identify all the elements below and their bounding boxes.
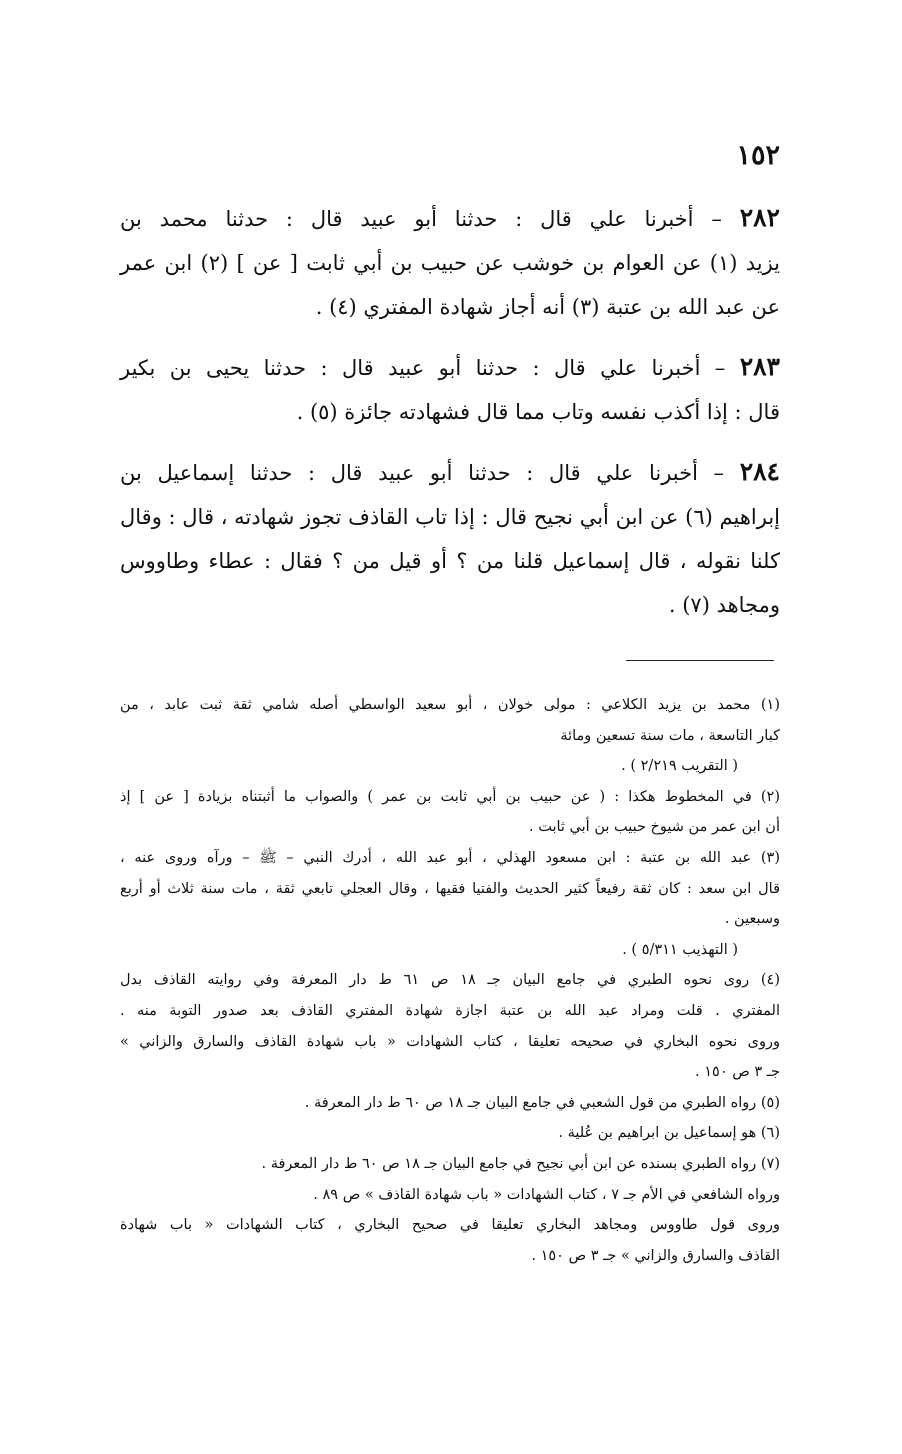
footnotes	[120, 690, 780, 1271]
page-number: ١٥٢	[736, 140, 780, 171]
main-text	[120, 196, 780, 643]
hadith-282	[120, 196, 780, 329]
footnote-line: ( التقريب ٢/٢١٩ ) .	[621, 758, 738, 775]
footnote-line: (٤) روى نحوه الطبري في جامع البيان جـ ١٨ ص ٦١ ط دار المعرفة وفي روايته القاذف بدل	[120, 972, 781, 989]
footnote-line: المفتري . قلت ومراد عبد الله بن عتبة اجازة شهادة المفتري القاذف بعد صدور التوبة منه .	[120, 1002, 780, 1019]
hadith-text: – أخبرنا علي قال : حدثنا أبو عبيد قال : حدثنا محمد بن	[120, 207, 722, 231]
hadith-number: ٢٨٤	[739, 457, 780, 486]
footnote-line: (٥) رواه الطبري من قول الشعبي في جامع البيان جـ ١٨ ص ٦٠ ط دار المعرفة .	[304, 1094, 780, 1111]
footnote-line: وسبعين .	[724, 911, 780, 928]
hadith-text: – أخبرنا علي قال : حدثنا أبو عبيد قال : حدثنا إسماعيل بن	[120, 461, 725, 485]
footnote-line: (٣) عبد الله بن عتبة : ابن مسعود الهذلي ، أبو عبد الله ، أدرك النبي – ﷺ – ورآه وروى عنه ،	[120, 849, 780, 866]
footnote-line: أن ابن عمر من شيوخ حبيب بن أبي ثابت .	[529, 819, 780, 836]
footnote-line: (١) محمد بن يزيد الكلاعي : مولى خولان ، أبو سعيد الواسطي أصله شامي ثقة ثبت عابد ، من	[120, 697, 780, 713]
hadith-284	[120, 450, 780, 627]
footnote-line: (٢) في المخطوط هكذا : ( عن حبيب بن أبي ثابت بن عمر ) والصواب ما أثبتناه بزيادة [ عن ] إذ	[120, 788, 780, 805]
footnote-line: وروى قول طاووس ومجاهد البخاري تعليقا في صحيح البخاري ، كتاب الشهادات « باب شهادة	[120, 1217, 780, 1234]
hadith-line	[120, 450, 780, 495]
hadith-line: قال : إذا أكذب نفسه وتاب مما قال فشهادته جائزة (٥) .	[296, 400, 780, 424]
footnote-line: كبار التاسعة ، مات سنة تسعين ومائة	[560, 727, 780, 744]
hadith-line: كلنا نقوله ، قال إسماعيل قلنا من ؟ أو قيل من ؟ فقال : عطاء وطاووس	[120, 549, 780, 573]
footnote-line: ( التهذيب ٥/٣١١ ) .	[622, 941, 738, 958]
footnote-line: القاذف والسارق والزاني » جـ ٣ ص ١٥٠ .	[531, 1247, 780, 1264]
footnote-line: ورواه الشافعي في الأم جـ ٧ ، كتاب الشهادات « باب شهادة القاذف » ص ٨٩ .	[313, 1186, 780, 1203]
hadith-line: إبراهيم (٦) عن ابن أبي نجيح قال : إذا تاب القاذف تجوز شهادته ، قال : وقال	[120, 505, 780, 529]
footnote-line: وروى نحوه البخاري في صحيحه تعليقا ، كتاب الشهادات « باب شهادة القاذف والسارق والزاني »	[120, 1033, 780, 1050]
hadith-line: ومجاهد (٧) .	[668, 593, 780, 617]
footnote-line: (٦) هو إسماعيل بن ابراهيم بن عُلية .	[558, 1125, 780, 1142]
hadith-line: عن عبد الله بن عتبة (٣) أنه أجاز شهادة المفتري (٤) .	[315, 295, 780, 319]
hadith-line	[120, 345, 780, 390]
footnote-line: (٧) رواه الطبري بسنده عن ابن أبي نجيح في جامع البيان جـ ١٨ ص ٦٠ ط دار المعرفة .	[261, 1155, 780, 1172]
hadith-line	[120, 196, 780, 241]
footnote-line: جـ ٣ ص ١٥٠ .	[695, 1064, 780, 1081]
hadith-number: ٢٨٢	[739, 203, 780, 232]
hadith-283	[120, 345, 780, 434]
hadith-number: ٢٨٣	[739, 352, 780, 381]
footnote-separator	[626, 660, 774, 661]
footnote-line: قال ابن سعد : كان ثقة رفيعاً كثير الحديث والفتيا فقيها ، وقال العجلي تابعي ثقة ، مات سنة ثلاث أو أربع	[120, 880, 780, 897]
hadith-line: يزيد (١) عن العوام بن خوشب عن حبيب بن أبي ثابت [ عن ] (٢) ابن عمر	[120, 251, 780, 275]
hadith-text: – أخبرنا علي قال : حدثنا أبو عبيد قال : حدثنا يحيى بن بكير	[120, 356, 726, 380]
